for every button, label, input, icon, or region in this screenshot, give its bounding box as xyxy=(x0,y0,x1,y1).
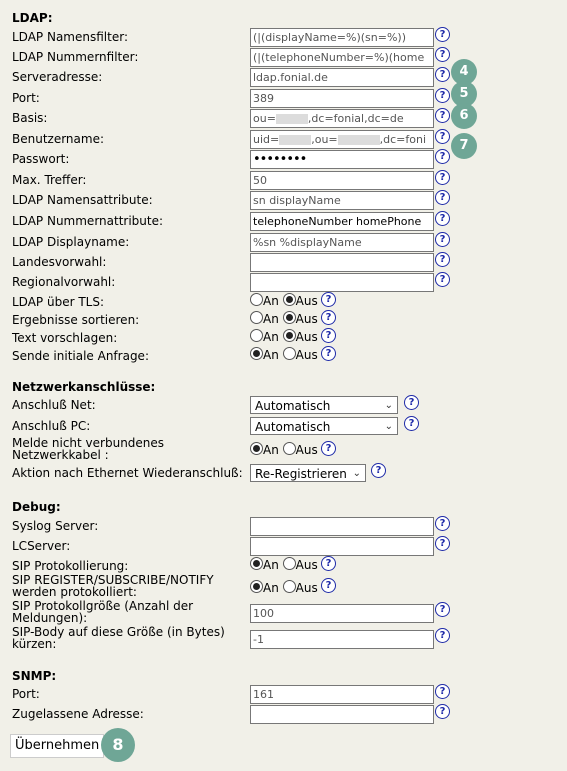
sort-label: Ergebnisse sortieren: xyxy=(12,313,140,327)
callout-badge-5: 5 xyxy=(451,81,477,107)
help-icon[interactable]: ? xyxy=(435,88,450,103)
help-icon[interactable]: ? xyxy=(435,129,450,144)
help-icon[interactable]: ? xyxy=(321,556,336,571)
ldap-base-row xyxy=(12,109,562,129)
report-cable-label: Melde nicht verbundenes Netzwerkkabel : xyxy=(12,436,165,462)
snmp-heading: SNMP: xyxy=(12,669,57,683)
display-name-input[interactable]: %sn %displayName xyxy=(250,233,434,252)
ldap-user-input[interactable] xyxy=(250,130,434,149)
tls-on-radio[interactable] xyxy=(250,293,263,306)
sip-log-label: SIP Protokollierung: xyxy=(12,559,129,573)
area-code-label: Regionalvorwahl: xyxy=(12,275,116,289)
radio-label-on: An xyxy=(263,558,279,572)
ldap-user-mid: ,ou= xyxy=(311,133,338,146)
ldap-base-input[interactable] xyxy=(250,109,434,128)
chevron-down-icon: ⌄ xyxy=(384,421,393,432)
debug-heading: Debug: xyxy=(12,500,61,514)
suggest-row xyxy=(12,329,562,349)
help-icon[interactable]: ? xyxy=(321,328,336,343)
sort-row xyxy=(12,311,562,331)
snmp-port-label: Port: xyxy=(12,687,40,701)
reconnect-value: Re-Registrieren xyxy=(255,467,347,481)
max-hits-label: Max. Treffer: xyxy=(12,173,87,187)
radio-label-on: An xyxy=(263,348,279,362)
syslog-row xyxy=(12,517,562,537)
help-icon[interactable]: ? xyxy=(321,346,336,361)
help-icon[interactable]: ? xyxy=(435,27,450,42)
help-icon[interactable]: ? xyxy=(435,602,450,617)
help-icon[interactable]: ? xyxy=(435,684,450,699)
sip-size-row xyxy=(12,600,562,626)
help-icon[interactable]: ? xyxy=(404,395,419,410)
radio-label-off: Aus xyxy=(295,348,318,362)
lcserver-row xyxy=(12,537,562,557)
ldap-user-suffix: ,dc=foni xyxy=(379,133,427,146)
net-port-label: Anschluß Net: xyxy=(12,398,96,412)
radio-label-off: Aus xyxy=(295,558,318,572)
tls-off-radio[interactable] xyxy=(283,293,296,306)
help-icon[interactable]: ? xyxy=(435,704,450,719)
report-radio-group xyxy=(250,442,318,457)
sort-on-radio[interactable] xyxy=(250,311,263,324)
report-on-radio[interactable] xyxy=(250,442,263,455)
ldap-password-input[interactable]: •••••••• xyxy=(250,150,434,169)
syslog-label: Syslog Server: xyxy=(12,519,99,533)
sip-log-on-radio[interactable] xyxy=(250,557,263,570)
net-port-row xyxy=(12,396,562,416)
country-code-input[interactable] xyxy=(250,253,434,272)
help-icon[interactable]: ? xyxy=(435,149,450,164)
server-address-input[interactable]: ldap.fonial.de xyxy=(250,68,434,87)
ldap-name-filter-label: LDAP Namensfilter: xyxy=(12,30,128,44)
callout-badge-6: 6 xyxy=(451,103,477,129)
help-icon[interactable]: ? xyxy=(404,416,419,431)
callout-badge-7: 7 xyxy=(451,133,477,159)
max-hits-row xyxy=(12,171,562,191)
radio-label-off: Aus xyxy=(295,294,318,308)
help-icon[interactable]: ? xyxy=(435,516,450,531)
country-code-label: Landesvorwahl: xyxy=(12,255,107,269)
chevron-down-icon: ⌄ xyxy=(352,468,361,479)
snmp-allowed-label: Zugelassene Adresse: xyxy=(12,707,144,721)
net-port-value: Automatisch xyxy=(255,399,331,413)
pc-port-row xyxy=(12,417,562,437)
radio-label-on: An xyxy=(263,294,279,308)
reconnect-select[interactable] xyxy=(250,464,366,482)
help-icon[interactable]: ? xyxy=(435,108,450,123)
ldap-port-row xyxy=(12,89,562,109)
area-code-row xyxy=(12,273,562,293)
help-icon[interactable]: ? xyxy=(435,47,450,62)
sip-size-input[interactable]: 100 xyxy=(250,604,434,623)
number-attr-row xyxy=(12,212,562,232)
radio-label-off: Aus xyxy=(295,581,318,595)
tls-radio-group xyxy=(250,293,318,308)
snmp-port-input[interactable]: 161 xyxy=(250,685,434,704)
snmp-allowed-row xyxy=(12,705,562,725)
number-attr-input[interactable]: telephoneNumber homePhone xyxy=(250,212,434,231)
sip-register-on-radio[interactable] xyxy=(250,580,263,593)
lcserver-label: LCServer: xyxy=(12,539,71,553)
radio-label-on: An xyxy=(263,312,279,326)
help-icon[interactable]: ? xyxy=(435,628,450,643)
country-code-row xyxy=(12,253,562,273)
help-icon[interactable]: ? xyxy=(435,232,450,247)
ldap-base-label: Basis: xyxy=(12,111,48,125)
sip-log-radio-group xyxy=(250,557,318,572)
ldap-base-prefix: ou= xyxy=(253,112,276,125)
initial-request-row xyxy=(12,347,562,367)
display-name-label: LDAP Displayname: xyxy=(12,235,130,249)
help-icon[interactable]: ? xyxy=(435,211,450,226)
radio-label-on: An xyxy=(263,443,279,457)
snmp-port-row xyxy=(12,685,562,705)
initial-radio-group xyxy=(250,347,318,362)
display-name-row xyxy=(12,233,562,253)
help-icon[interactable]: ? xyxy=(321,441,336,456)
submit-button[interactable]: Übernehmen xyxy=(10,734,104,758)
suggest-radio-group xyxy=(250,329,318,344)
ldap-user-row xyxy=(12,130,562,150)
suggest-off-radio[interactable] xyxy=(283,329,296,342)
ldap-heading: LDAP: xyxy=(12,11,53,25)
suggest-on-radio[interactable] xyxy=(250,329,263,342)
ldap-user-label: Benutzername: xyxy=(12,132,105,146)
help-icon[interactable]: ? xyxy=(321,292,336,307)
ldap-port-input[interactable]: 389 xyxy=(250,89,434,108)
max-hits-input[interactable]: 50 xyxy=(250,171,434,190)
server-address-row xyxy=(12,68,562,88)
name-attr-row xyxy=(12,191,562,211)
chevron-down-icon: ⌄ xyxy=(384,400,393,411)
reconnect-row xyxy=(12,464,562,484)
ldap-number-filter-input[interactable]: (|(telephoneNumber=%)(home xyxy=(250,48,434,67)
ldap-name-filter-input[interactable]: (|(displayName=%)(sn=%)) xyxy=(250,28,434,47)
lcserver-input[interactable] xyxy=(250,537,434,556)
callout-badge-8: 8 xyxy=(101,728,135,762)
suggest-label: Text vorschlagen: xyxy=(12,331,118,345)
help-icon[interactable]: ? xyxy=(435,536,450,551)
redacted-text xyxy=(276,114,308,124)
help-icon[interactable]: ? xyxy=(435,272,450,287)
help-icon[interactable]: ? xyxy=(371,463,386,478)
pc-port-select[interactable] xyxy=(250,417,398,435)
ldap-base-suffix: ,dc=fonial,dc=de xyxy=(307,112,404,125)
help-icon[interactable]: ? xyxy=(435,252,450,267)
radio-label-off: Aus xyxy=(295,312,318,326)
sip-register-label: SIP REGISTER/SUBSCRIBE/NOTIFY werden protokolliert: xyxy=(12,573,214,599)
ldap-password-label: Passwort: xyxy=(12,152,70,166)
area-code-input[interactable] xyxy=(250,273,434,292)
reconnect-label: Aktion nach Ethernet Wiederanschluß: xyxy=(12,466,243,480)
redacted-text xyxy=(338,135,380,145)
number-attr-label: LDAP Nummernattribute: xyxy=(12,214,164,228)
name-attr-label: LDAP Namensattribute: xyxy=(12,193,153,207)
ldap-number-filter-row xyxy=(12,48,562,68)
sort-radio-group xyxy=(250,311,318,326)
sip-register-row xyxy=(12,574,562,600)
name-attr-input[interactable]: sn displayName xyxy=(250,191,434,210)
ldap-user-prefix: uid= xyxy=(253,133,280,146)
ldap-port-label: Port: xyxy=(12,91,40,105)
sip-body-label: SIP-Body auf diese Größe (in Bytes) kürzen: xyxy=(12,625,225,651)
sip-register-radio-group xyxy=(250,580,318,595)
tls-label: LDAP über TLS: xyxy=(12,295,105,309)
radio-label-off: Aus xyxy=(295,330,318,344)
tls-row xyxy=(12,293,562,313)
radio-label-off: Aus xyxy=(295,443,318,457)
server-address-label: Serveradresse: xyxy=(12,70,103,84)
ldap-password-row xyxy=(12,150,562,170)
callout-badge-4: 4 xyxy=(451,59,477,85)
pc-port-label: Anschluß PC: xyxy=(12,419,91,433)
help-icon[interactable]: ? xyxy=(321,578,336,593)
help-icon[interactable]: ? xyxy=(435,67,450,82)
snmp-allowed-input[interactable] xyxy=(250,705,434,724)
radio-label-on: An xyxy=(263,581,279,595)
report-cable-row xyxy=(12,437,562,463)
sip-log-off-radio[interactable] xyxy=(283,557,296,570)
syslog-input[interactable] xyxy=(250,517,434,536)
redacted-text xyxy=(279,135,311,145)
network-heading: Netzwerkanschlüsse: xyxy=(12,380,156,394)
ldap-name-filter-row xyxy=(12,28,562,48)
ldap-number-filter-label: LDAP Nummernfilter: xyxy=(12,50,139,64)
radio-label-on: An xyxy=(263,330,279,344)
help-icon[interactable]: ? xyxy=(435,170,450,185)
pc-port-value: Automatisch xyxy=(255,420,331,434)
initial-request-label: Sende initiale Anfrage: xyxy=(12,349,149,363)
help-icon[interactable]: ? xyxy=(321,310,336,325)
sip-body-input[interactable]: -1 xyxy=(250,630,434,649)
help-icon[interactable]: ? xyxy=(435,190,450,205)
sip-register-off-radio[interactable] xyxy=(283,580,296,593)
net-port-select[interactable] xyxy=(250,396,398,414)
initial-off-radio[interactable] xyxy=(283,347,296,360)
sort-off-radio[interactable] xyxy=(283,311,296,324)
initial-on-radio[interactable] xyxy=(250,347,263,360)
report-off-radio[interactable] xyxy=(283,442,296,455)
sip-body-row xyxy=(12,626,562,652)
sip-size-label: SIP Protokollgröße (Anzahl der Meldungen): xyxy=(12,599,194,625)
